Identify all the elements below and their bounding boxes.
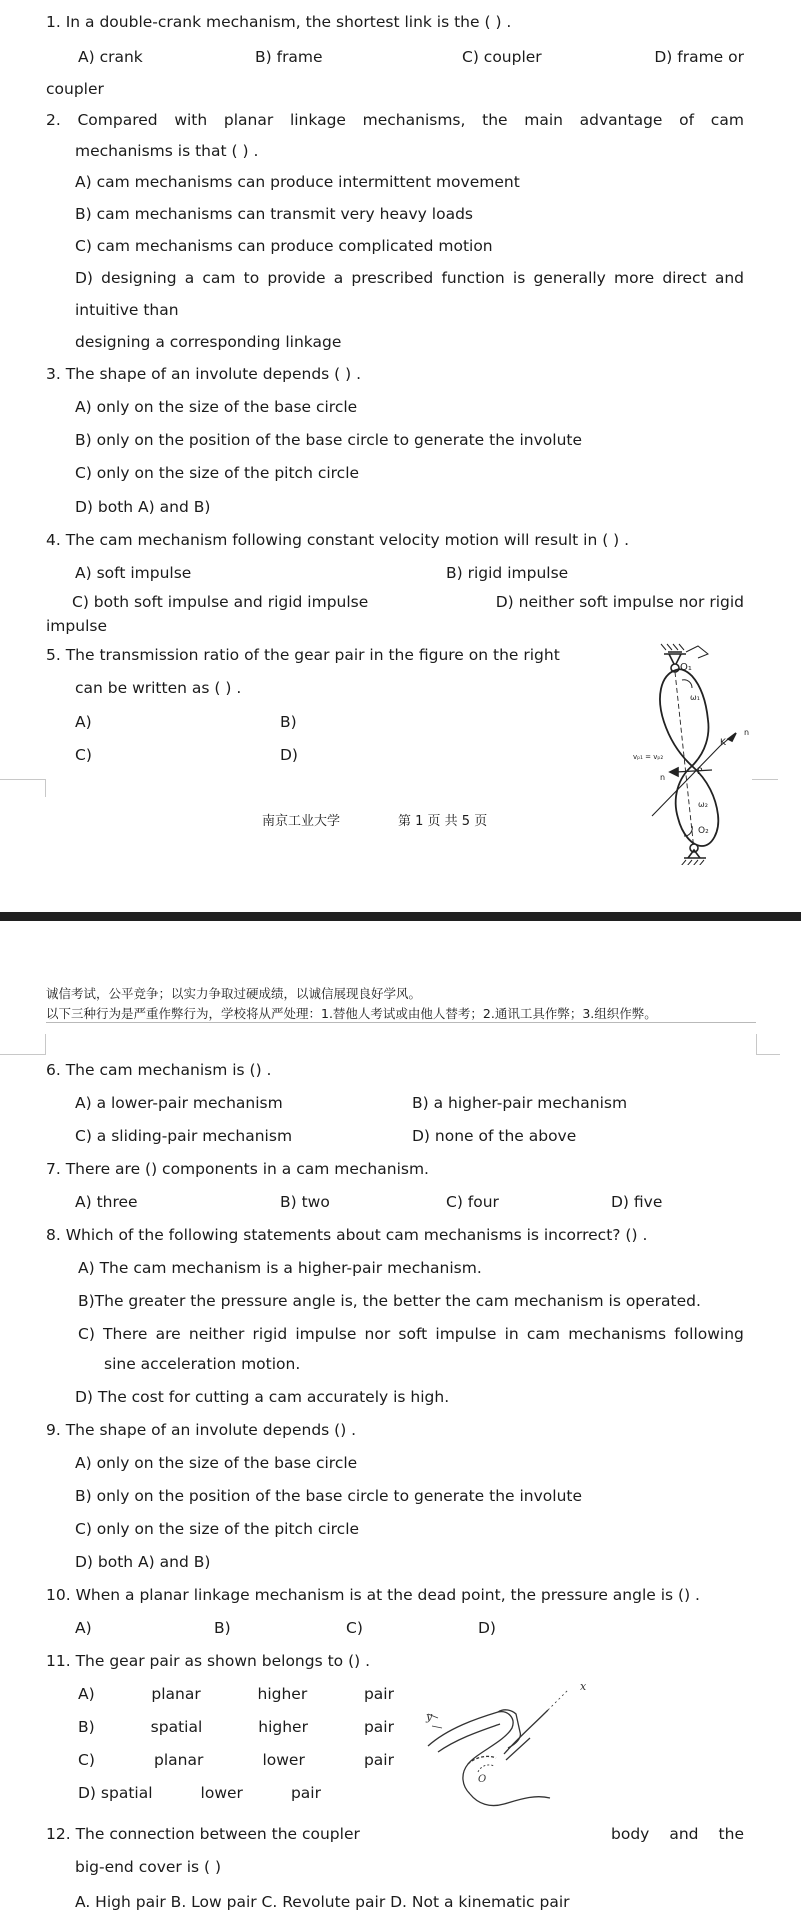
q7-option-a[interactable]: A) three: [75, 1193, 138, 1211]
q2-option-d-line2: intuitive than: [75, 301, 179, 319]
word: There: [103, 1325, 148, 1343]
word: pair: [363, 1751, 394, 1769]
q7-option-d[interactable]: D) five: [611, 1193, 663, 1211]
label-y: y: [426, 1710, 433, 1723]
word: pair: [363, 1685, 394, 1703]
q8-stem: 8. Which of the following statements about cam mechanisms is incorrect? () .: [46, 1226, 648, 1244]
q5-stem-line1: 5. The transmission ratio of the gear pair in the figure on the right: [46, 646, 560, 664]
q5-option-c[interactable]: C): [75, 746, 92, 764]
q11-option-a[interactable]: [78, 1684, 394, 1704]
word: a: [333, 269, 344, 287]
header-corner-right-h: [756, 1054, 780, 1055]
q1-option-b[interactable]: B) frame: [255, 48, 323, 66]
word: D): [75, 269, 93, 287]
header-corner-left: [45, 1034, 46, 1054]
q4-option-d-continuation: impulse: [46, 617, 107, 635]
label-n-top: n: [744, 728, 750, 737]
word: more: [614, 269, 655, 287]
q6-stem: 6. The cam mechanism is () .: [46, 1061, 272, 1079]
q2-stem-line1: [46, 110, 744, 130]
word: mechanisms,: [362, 111, 466, 129]
q1-option-d-continuation: coupler: [46, 80, 104, 98]
q3-option-a[interactable]: A) only on the size of the base circle: [75, 398, 358, 416]
word: cam: [202, 269, 236, 287]
footer-page-number: 第 1 页 共 5 页: [398, 814, 488, 829]
footer-school: 南京工业大学: [262, 814, 341, 829]
integrity-header-line1: 诚信考试，公平竞争；以实力争取过硬成绩，以诚信展现良好学风。: [46, 986, 422, 1001]
word: and: [714, 269, 744, 287]
q2-stem-line2: mechanisms is that ( ) .: [75, 142, 259, 160]
q10-option-b[interactable]: B): [214, 1619, 231, 1637]
q5-stem-line2: can be written as ( ) .: [75, 679, 242, 697]
q2-option-a[interactable]: A) cam mechanisms can produce intermittent movement: [75, 173, 520, 191]
label-n-left: n: [660, 773, 666, 782]
q9-option-d[interactable]: D) both A) and B): [75, 1553, 211, 1571]
corner-mark-right: [752, 779, 778, 780]
q3-option-c[interactable]: C) only on the size of the pitch circle: [75, 464, 360, 482]
q10-stem: 10. When a planar linkage mechanism is at the dead point, the pressure angle is () .: [46, 1586, 700, 1604]
word: a: [184, 269, 195, 287]
word: prescribed: [351, 269, 434, 287]
q9-option-c[interactable]: C) only on the size of the pitch circle: [75, 1520, 360, 1538]
q4-option-c[interactable]: C) both soft impulse and rigid impulse: [72, 593, 369, 611]
header-corner-right: [756, 1034, 757, 1054]
word: nor: [364, 1325, 391, 1343]
q4-stem: 4. The cam mechanism following constant velocity motion will result in ( ) .: [46, 531, 630, 549]
word: Compared: [77, 111, 158, 129]
q11-option-d[interactable]: [78, 1783, 321, 1803]
word: pair: [290, 1784, 321, 1802]
label-w1: ω₁: [690, 693, 700, 702]
gear-pair-figure: [620, 640, 790, 865]
q9-option-a[interactable]: A) only on the size of the base circle: [75, 1454, 358, 1472]
word: rigid: [252, 1325, 288, 1343]
word: is: [512, 269, 526, 287]
q12-stem-line1a: 12. The connection between the coupler: [46, 1825, 360, 1843]
word: higher: [257, 1685, 308, 1703]
q5-option-b[interactable]: B): [280, 713, 297, 731]
word: linkage: [289, 111, 346, 129]
label-o1: O₁: [680, 662, 692, 673]
q1-option-d[interactable]: D) frame or: [654, 48, 744, 66]
corner-mark-left-vertical: [45, 779, 46, 797]
word: of: [679, 111, 695, 129]
q11-option-b[interactable]: [78, 1717, 394, 1737]
q3-option-b[interactable]: B) only on the position of the base circle to generate the involute: [75, 431, 583, 449]
word: the: [482, 111, 508, 129]
q2-option-d-line1[interactable]: [75, 268, 744, 288]
q11-option-c[interactable]: [78, 1750, 394, 1770]
q11-stem: 11. The gear pair as shown belongs to () .: [46, 1652, 371, 1670]
word: planar: [153, 1751, 204, 1769]
word: the: [718, 1825, 744, 1843]
q8-option-c-line2: sine acceleration motion.: [104, 1355, 301, 1373]
word: B): [78, 1718, 95, 1736]
word: pair: [363, 1718, 394, 1736]
corner-mark-left: [0, 779, 46, 780]
word: spatial: [150, 1718, 203, 1736]
word: planar: [223, 111, 274, 129]
word: C): [78, 1325, 95, 1343]
q10-option-c[interactable]: C): [346, 1619, 363, 1637]
word: impulse: [435, 1325, 497, 1343]
word: D) spatial: [78, 1784, 153, 1802]
kinematic-pair-figure: [408, 1668, 598, 1828]
word: soft: [398, 1325, 428, 1343]
q7-stem: 7. There are () components in a cam mechanism.: [46, 1160, 429, 1178]
q9-option-b[interactable]: B) only on the position of the base circle to generate the involute: [75, 1487, 583, 1505]
word: to: [243, 269, 260, 287]
integrity-header-line2: 以下三种行为是严重作弊行为，学校将从严处理：1.替他人考试或由他人替考；2.通讯工具作弊；3.组织作弊。: [46, 1006, 657, 1021]
q1-stem: 1. In a double-crank mechanism, the shortest link is the ( ) .: [46, 13, 512, 31]
word: designing: [101, 269, 177, 287]
word: lower: [262, 1751, 305, 1769]
header-rule: [46, 1022, 756, 1023]
q6-option-d[interactable]: D) none of the above: [412, 1127, 577, 1145]
q3-stem: 3. The shape of an involute depends ( ) .: [46, 365, 362, 383]
q3-option-d[interactable]: D) both A) and B): [75, 498, 211, 516]
q5-option-d[interactable]: D): [280, 746, 298, 764]
label-x: x: [580, 1680, 587, 1693]
label-k: K: [720, 738, 726, 748]
word: planar: [151, 1685, 201, 1703]
q8-option-c-line1[interactable]: [78, 1324, 744, 1344]
word: following: [674, 1325, 744, 1343]
q8-option-a[interactable]: A) The cam mechanism is a higher-pair mechanism.: [78, 1259, 482, 1277]
word: impulse: [295, 1325, 357, 1343]
q7-option-b[interactable]: B) two: [280, 1193, 330, 1211]
word: 2.: [46, 111, 61, 129]
word: cam: [526, 1325, 561, 1343]
q6-option-c[interactable]: C) a sliding-pair mechanism: [75, 1127, 293, 1145]
q1-option-c[interactable]: C) coupler: [462, 48, 542, 66]
q1-option-a[interactable]: A) crank: [78, 48, 143, 66]
q9-stem: 9. The shape of an involute depends () .: [46, 1421, 357, 1439]
q4-option-d[interactable]: D) neither soft impulse nor rigid: [495, 593, 744, 611]
q5-option-a[interactable]: A): [75, 713, 92, 731]
label-w2: ω₂: [698, 800, 708, 809]
q6-option-a[interactable]: A) a lower-pair mechanism: [75, 1094, 283, 1112]
word: lower: [200, 1784, 243, 1802]
label-p: P: [697, 767, 703, 777]
word: with: [174, 111, 208, 129]
header-corner-left-h: [0, 1054, 46, 1055]
word: A): [78, 1685, 95, 1703]
word: cam: [710, 111, 744, 129]
word: in: [504, 1325, 519, 1343]
page-separator: [0, 912, 801, 921]
word: direct: [662, 269, 707, 287]
label-o2: O₂: [698, 826, 709, 836]
word: generally: [533, 269, 606, 287]
q2-option-c[interactable]: C) cam mechanisms can produce complicated motion: [75, 237, 493, 255]
q8-option-d[interactable]: D) The cost for cutting a cam accurately is high.: [75, 1388, 450, 1406]
q12-stem-line2: big-end cover is ( ): [75, 1858, 222, 1876]
q10-option-d[interactable]: D): [478, 1619, 496, 1637]
q4-option-b[interactable]: B) rigid impulse: [446, 564, 569, 582]
label-vp: vₚ₁ = vₚ₂: [633, 753, 664, 761]
word: neither: [188, 1325, 245, 1343]
word: advantage: [579, 111, 663, 129]
q2-option-d-line3: designing a corresponding linkage: [75, 333, 342, 351]
q7-option-c[interactable]: C) four: [446, 1193, 499, 1211]
word: are: [155, 1325, 181, 1343]
q2-option-b[interactable]: B) cam mechanisms can transmit very heavy loads: [75, 205, 473, 223]
top-ground-line: [664, 652, 686, 654]
q12-stem-line1b: [611, 1824, 744, 1844]
word: and: [669, 1825, 699, 1843]
q12-options[interactable]: A. High pair B. Low pair C. Revolute pair D. Not a kinematic pair: [75, 1893, 570, 1911]
q6-option-b[interactable]: B) a higher-pair mechanism: [412, 1094, 628, 1112]
word: C): [78, 1751, 95, 1769]
q4-option-a[interactable]: A) soft impulse: [75, 564, 192, 582]
word: higher: [258, 1718, 308, 1736]
label-o: O: [478, 1774, 487, 1785]
word: body: [611, 1825, 650, 1843]
word: function: [441, 269, 505, 287]
word: mechanisms: [568, 1325, 667, 1343]
q10-option-a[interactable]: A): [75, 1619, 92, 1637]
word: main: [524, 111, 563, 129]
q8-option-b[interactable]: B)The greater the pressure angle is, the better the cam mechanism is operated.: [78, 1292, 701, 1310]
word: provide: [267, 269, 326, 287]
